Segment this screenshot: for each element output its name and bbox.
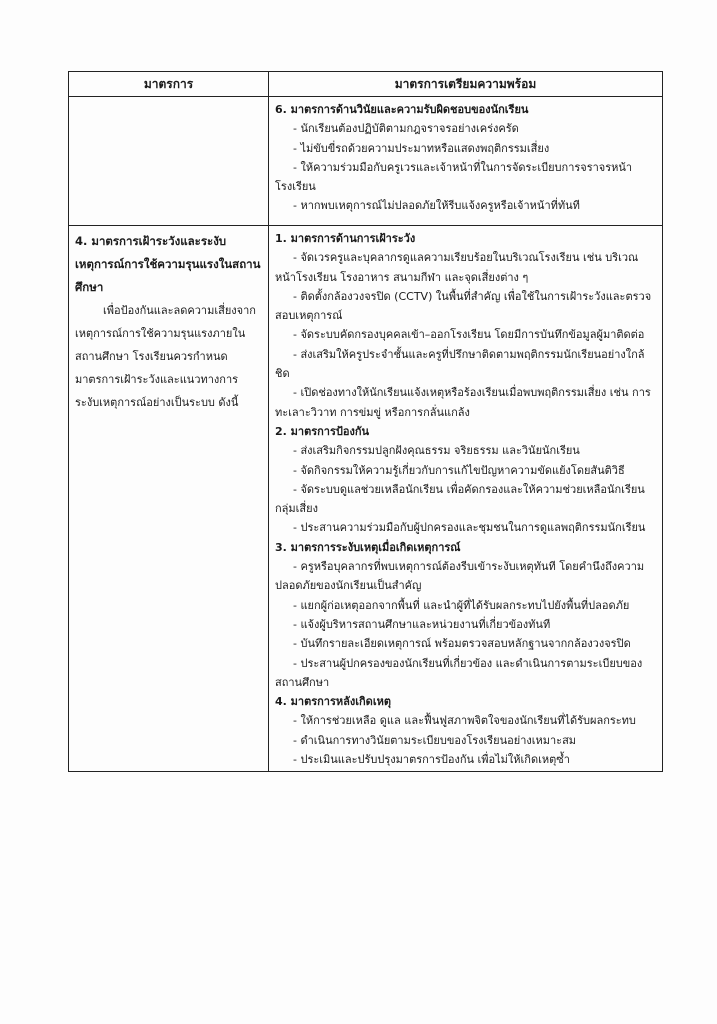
- list-item: - ส่งเสริมให้ครูประจำชั้นและครูที่ปรึกษาติดตามพฤติกรรมนักเรียนอย่างใกล้ชิด: [275, 347, 645, 381]
- row2-left-cell: [69, 226, 269, 772]
- row1-left-cell: [69, 97, 269, 226]
- list-item: - ดำเนินการทางวินัยตามระเบียบของโรงเรียนอย่างเหมาะสม: [293, 733, 577, 747]
- measures-table: [68, 71, 663, 772]
- list-item: - แยกผู้ก่อเหตุออกจากพื้นที่ และนำผู้ที่ได้รับผลกระทบไปยังพื้นที่ปลอดภัย: [293, 598, 630, 612]
- list-item: - จัดกิจกรรมให้ความรู้เกี่ยวกับการแก้ไขปัญหาความขัดแย้งโดยสันติวิธี: [293, 463, 625, 477]
- table-row: [69, 226, 663, 772]
- list-item: - ประสานผู้ปกครองของนักเรียนที่เกี่ยวข้อง และดำเนินการตามระเบียบของสถานศึกษา: [275, 656, 643, 689]
- list-item: - จัดเวรครูและบุคลากรดูแลความเรียบร้อยในบริเวณโรงเรียน เช่น บริเวณหน้าโรงเรียน โรงอาหาร สนามกีฬา และจุดเสี่ยงต่าง ๆ: [275, 251, 639, 284]
- column-header-measure: มาตรการ: [69, 72, 269, 97]
- table-row: [69, 97, 663, 226]
- list-item: - บันทึกรายละเอียดเหตุการณ์ พร้อมตรวจสอบหลักฐานจากกล้องวงจรปิด: [293, 637, 631, 651]
- list-item: - ไม่ขับขี่รถด้วยความประมาทหรือแสดงพฤติกรรมเสี่ยง: [293, 141, 550, 155]
- list-item: - ครูหรือบุคลากรที่พบเหตุการณ์ต้องรีบเข้าระงับเหตุทันที โดยคำนึงถึงความปลอดภัยของนักเรียนเป็นสำคัญ: [275, 560, 645, 593]
- column-header-preparedness: มาตรการเตรียมความพร้อม: [269, 72, 663, 97]
- section-title: 3. มาตรการระงับเหตุเมื่อเกิดเหตุการณ์: [275, 540, 461, 554]
- list-item: - จัดระบบคัดกรองบุคคลเข้า–ออกโรงเรียน โดยมีการบันทึกข้อมูลผู้มาติดต่อ: [293, 328, 645, 342]
- section-title: 6. มาตรการด้านวินัยและความรับผิดชอบของนักเรียน: [275, 103, 529, 116]
- row1-right-cell: [269, 97, 663, 226]
- row2-right-cell: [269, 226, 663, 772]
- section-title: 1. มาตรการด้านการเฝ้าระวัง: [275, 232, 416, 245]
- list-item: - จัดระบบดูแลช่วยเหลือนักเรียน เพื่อคัดกรองและให้ความช่วยเหลือนักเรียนกลุ่มเสี่ยง: [275, 482, 645, 516]
- list-item: - ส่งเสริมกิจกรรมปลูกฝังคุณธรรม จริยธรรม และวินัยนักเรียน: [293, 444, 580, 458]
- list-item: - นักเรียนต้องปฏิบัติตามกฎจราจรอย่างเคร่งครัด: [293, 122, 519, 136]
- section-title: 2. มาตรการป้องกัน: [275, 424, 370, 438]
- list-item: - หากพบเหตุการณ์ไม่ปลอดภัยให้รีบแจ้งครูหรือเจ้าหน้าที่ทันที: [293, 199, 580, 213]
- list-item: - ติดตั้งกล้องวงจรปิด (CCTV) ในพื้นที่สำคัญ เพื่อใช้ในการเฝ้าระวังและตรวจสอบเหตุการณ์: [275, 289, 652, 323]
- list-item: - ประสานความร่วมมือกับผู้ปกครองและชุมชนในการดูแลพฤติกรรมนักเรียน: [293, 521, 646, 535]
- list-item: - ให้ความร่วมมือกับครูเวรและเจ้าหน้าที่ในการจัดระเบียบการจราจรหน้าโรงเรียน: [275, 160, 633, 194]
- list-item: - ประเมินและปรับปรุงมาตรการป้องกัน เพื่อไม่ให้เกิดเหตุซ้ำ: [293, 753, 570, 767]
- list-item: - แจ้งผู้บริหารสถานศึกษาและหน่วยงานที่เกี่ยวข้องทันที: [293, 617, 551, 631]
- measure-description: เพื่อป้องกันและลดความเสี่ยงจากเหตุการณ์การใช้ความรุนแรงภายในสถานศึกษา โรงเรียนควรกำหนดมาตรการเฝ้าระวังและแนวทางการระงับเหตุการณ์อย่างเป็นระบบ ดังนี้: [75, 304, 256, 409]
- measure-title: 4. มาตรการเฝ้าระวังและระงับเหตุการณ์การใช้ความรุนแรงในสถานศึกษา: [75, 234, 261, 294]
- list-item: - เปิดช่องทางให้นักเรียนแจ้งเหตุหรือร้องเรียนเมื่อพบพฤติกรรมเสี่ยง เช่น การทะเลาะวิวาท การข่มขู่ หรือการกลั่นแกล้ง: [275, 386, 651, 419]
- section-title: 4. มาตรการหลังเกิดเหตุ: [275, 695, 391, 709]
- list-item: - ให้การช่วยเหลือ ดูแล และฟื้นฟูสภาพจิตใจของนักเรียนที่ได้รับผลกระทบ: [293, 714, 636, 728]
- table-header-row: [69, 72, 663, 97]
